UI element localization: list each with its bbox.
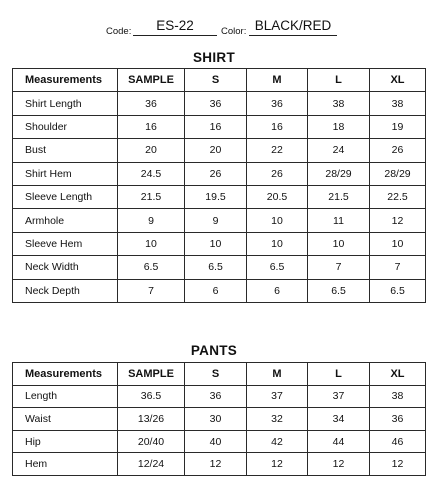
table-row (13, 453, 426, 476)
measurement-name: Neck Depth (13, 279, 118, 302)
table-cell: 20.5 (247, 185, 308, 208)
measurement-name: Shirt Hem (13, 162, 118, 185)
table-cell: 20/40 (118, 430, 185, 453)
measurement-name: Sleeve Length (13, 185, 118, 208)
table-cell: 44 (308, 430, 370, 453)
column-header: Measurements (13, 363, 118, 386)
column-header: L (308, 69, 370, 92)
code-label: Code: (106, 26, 132, 37)
table-cell: 22.5 (370, 185, 426, 208)
table-cell: 34 (308, 408, 370, 431)
table-cell: 28/29 (370, 162, 426, 185)
color-value: BLACK/RED (249, 18, 337, 36)
table-cell: 28/29 (308, 162, 370, 185)
table-cell: 24.5 (118, 162, 185, 185)
table-cell: 36 (247, 92, 308, 115)
table-cell: 20 (185, 139, 247, 162)
table-cell: 10 (185, 232, 247, 255)
table-cell: 21.5 (118, 185, 185, 208)
table-cell: 10 (118, 232, 185, 255)
pants-title: PANTS (190, 343, 238, 358)
table-header-row (13, 363, 426, 386)
table-cell: 37 (308, 385, 370, 408)
table-cell: 30 (185, 408, 247, 431)
measurement-name: Waist (13, 408, 118, 431)
measurement-name: Hem (13, 453, 118, 476)
table-row (13, 232, 426, 255)
measurement-name: Sleeve Hem (13, 232, 118, 255)
table-cell: 12 (370, 453, 426, 476)
table-cell: 36 (370, 408, 426, 431)
table-cell: 16 (118, 115, 185, 138)
table-cell: 40 (185, 430, 247, 453)
table-cell: 24 (308, 139, 370, 162)
table-cell: 12 (370, 209, 426, 232)
table-cell: 16 (185, 115, 247, 138)
table-row (13, 92, 426, 115)
table-cell: 19.5 (185, 185, 247, 208)
shirt-title: SHIRT (193, 50, 235, 65)
table-cell: 12 (247, 453, 308, 476)
table-cell: 9 (118, 209, 185, 232)
table-cell: 10 (308, 232, 370, 255)
measurement-name: Shirt Length (13, 92, 118, 115)
shirt-size-table (12, 68, 426, 303)
column-header: XL (370, 363, 426, 386)
column-header: S (185, 363, 247, 386)
table-cell: 7 (118, 279, 185, 302)
table-cell: 38 (308, 92, 370, 115)
table-cell: 6 (247, 279, 308, 302)
column-header: M (247, 69, 308, 92)
column-header: Measurements (13, 69, 118, 92)
table-row (13, 185, 426, 208)
table-cell: 32 (247, 408, 308, 431)
product-header (0, 16, 428, 38)
table-row (13, 209, 426, 232)
table-row (13, 279, 426, 302)
table-cell: 6.5 (118, 256, 185, 279)
table-cell: 22 (247, 139, 308, 162)
measurement-name: Length (13, 385, 118, 408)
table-cell: 26 (247, 162, 308, 185)
table-cell: 6.5 (247, 256, 308, 279)
measurement-name: Neck Width (13, 256, 118, 279)
table-cell: 16 (247, 115, 308, 138)
measurement-name: Armhole (13, 209, 118, 232)
table-cell: 6.5 (370, 279, 426, 302)
measurement-name: Hip (13, 430, 118, 453)
table-cell: 38 (370, 92, 426, 115)
table-header-row (13, 69, 426, 92)
table-cell: 6.5 (308, 279, 370, 302)
column-header: M (247, 363, 308, 386)
table-cell: 42 (247, 430, 308, 453)
column-header: XL (370, 69, 426, 92)
column-header: S (185, 69, 247, 92)
table-cell: 26 (370, 139, 426, 162)
table-cell: 6.5 (185, 256, 247, 279)
table-row (13, 162, 426, 185)
table-cell: 36 (118, 92, 185, 115)
code-value: ES-22 (133, 18, 217, 36)
table-cell: 6 (185, 279, 247, 302)
table-row (13, 115, 426, 138)
table-cell: 36 (185, 92, 247, 115)
table-cell: 37 (247, 385, 308, 408)
table-row (13, 408, 426, 431)
table-cell: 10 (247, 232, 308, 255)
table-cell: 21.5 (308, 185, 370, 208)
measurement-name: Bust (13, 139, 118, 162)
table-cell: 38 (370, 385, 426, 408)
pants-size-table (12, 362, 426, 476)
table-cell: 46 (370, 430, 426, 453)
table-cell: 12 (308, 453, 370, 476)
table-cell: 13/26 (118, 408, 185, 431)
table-row (13, 256, 426, 279)
table-cell: 12/24 (118, 453, 185, 476)
table-cell: 20 (118, 139, 185, 162)
column-header: L (308, 363, 370, 386)
column-header: SAMPLE (118, 363, 185, 386)
table-cell: 9 (185, 209, 247, 232)
table-cell: 10 (247, 209, 308, 232)
table-cell: 10 (370, 232, 426, 255)
table-cell: 26 (185, 162, 247, 185)
measurement-name: Shoulder (13, 115, 118, 138)
table-cell: 7 (308, 256, 370, 279)
table-row (13, 430, 426, 453)
table-cell: 18 (308, 115, 370, 138)
color-label: Color: (221, 26, 247, 37)
table-cell: 12 (185, 453, 247, 476)
table-cell: 36 (185, 385, 247, 408)
column-header: SAMPLE (118, 69, 185, 92)
table-cell: 11 (308, 209, 370, 232)
table-cell: 19 (370, 115, 426, 138)
table-cell: 36.5 (118, 385, 185, 408)
table-row (13, 139, 426, 162)
table-cell: 7 (370, 256, 426, 279)
table-row (13, 385, 426, 408)
